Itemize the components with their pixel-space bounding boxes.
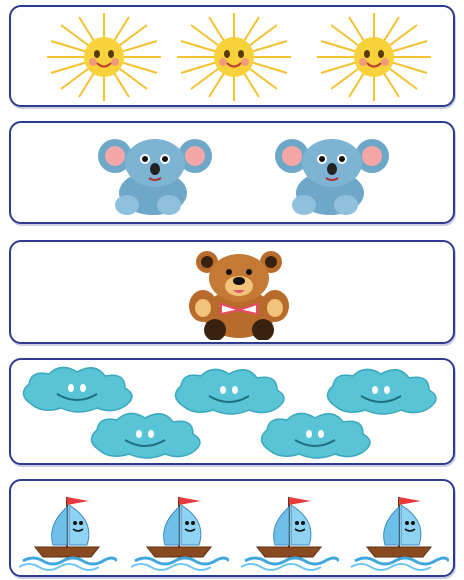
koala-icon xyxy=(85,131,225,221)
row-clouds xyxy=(9,358,455,465)
row-suns xyxy=(9,5,455,107)
sailboat-icon xyxy=(17,491,117,571)
row-teddy-bear xyxy=(9,240,455,344)
sun-icon xyxy=(309,9,439,105)
cloud-icon xyxy=(255,410,375,462)
sailboat-icon xyxy=(349,491,449,571)
cloud-icon xyxy=(17,364,137,416)
row-koalas xyxy=(9,121,455,224)
koala-icon xyxy=(262,131,402,221)
sun-icon xyxy=(169,9,299,105)
row-sailboats xyxy=(9,479,455,577)
sailboat-icon xyxy=(129,491,229,571)
sailboat-icon xyxy=(239,491,339,571)
sun-icon xyxy=(39,9,169,105)
teddy-bear-icon xyxy=(177,248,301,340)
cloud-icon xyxy=(85,410,205,462)
